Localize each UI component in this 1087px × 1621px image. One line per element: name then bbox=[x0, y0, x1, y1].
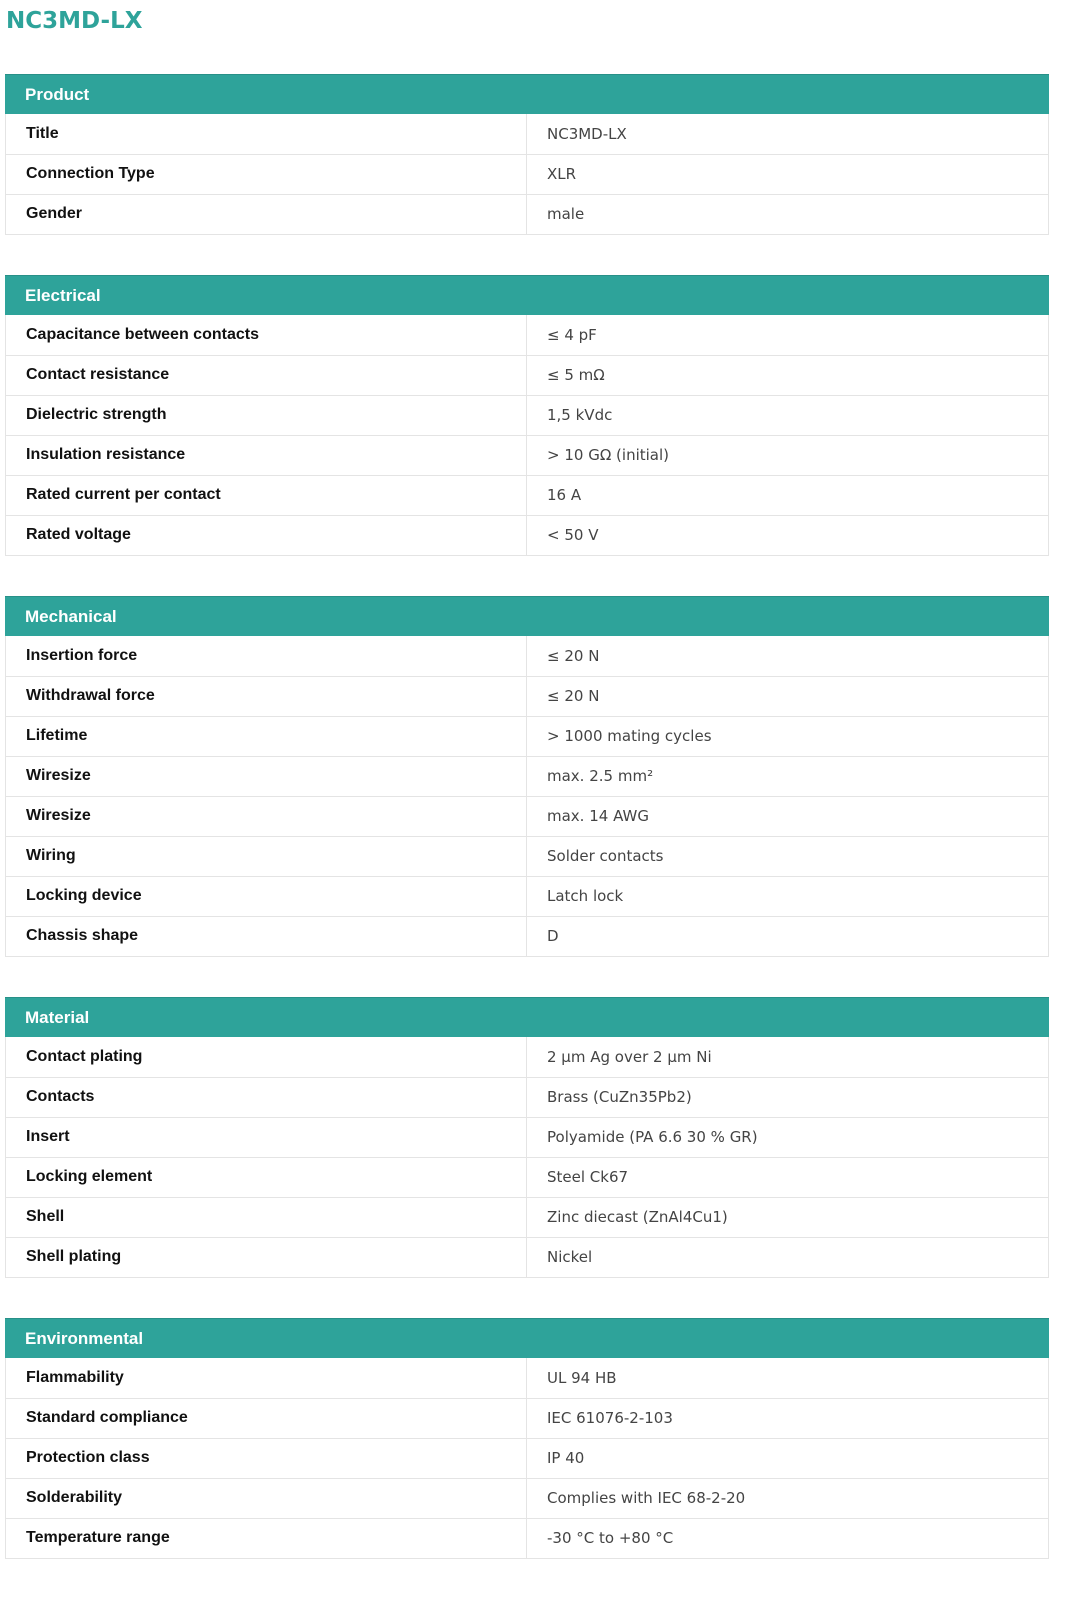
spec-value: NC3MD-LX bbox=[527, 114, 1049, 154]
spec-row bbox=[6, 1237, 1049, 1277]
section-mechanical bbox=[5, 596, 1049, 957]
spec-label: Insulation resistance bbox=[6, 435, 527, 475]
spec-row bbox=[6, 876, 1049, 916]
spec-label: Shell bbox=[6, 1197, 527, 1237]
spec-label: Dielectric strength bbox=[6, 395, 527, 435]
spec-row bbox=[6, 756, 1049, 796]
spec-value: Complies with IEC 68-2-20 bbox=[527, 1478, 1049, 1518]
spec-row bbox=[6, 716, 1049, 756]
spec-label: Contact plating bbox=[6, 1037, 527, 1077]
spec-row bbox=[6, 1077, 1049, 1117]
spec-value: UL 94 HB bbox=[527, 1358, 1049, 1398]
spec-value: < 50 V bbox=[527, 515, 1049, 555]
spec-value: IP 40 bbox=[527, 1438, 1049, 1478]
spec-row bbox=[6, 515, 1049, 555]
spec-value: Latch lock bbox=[527, 876, 1049, 916]
spec-label: Capacitance between contacts bbox=[6, 315, 527, 355]
spec-row bbox=[6, 1037, 1049, 1077]
section-header-environmental: Environmental bbox=[5, 1318, 1049, 1358]
section-product bbox=[5, 74, 1049, 235]
spec-label: Protection class bbox=[6, 1438, 527, 1478]
spec-value: 1,5 kVdc bbox=[527, 395, 1049, 435]
spec-row bbox=[6, 1478, 1049, 1518]
spec-label: Rated voltage bbox=[6, 515, 527, 555]
spec-label: Flammability bbox=[6, 1358, 527, 1398]
spec-row bbox=[6, 1358, 1049, 1398]
spec-row bbox=[6, 435, 1049, 475]
spec-label: Contacts bbox=[6, 1077, 527, 1117]
spec-label: Contact resistance bbox=[6, 355, 527, 395]
spec-row bbox=[6, 355, 1049, 395]
spec-row bbox=[6, 154, 1049, 194]
spec-label: Title bbox=[6, 114, 527, 154]
spec-label: Shell plating bbox=[6, 1237, 527, 1277]
spec-row bbox=[6, 836, 1049, 876]
spec-row bbox=[6, 1197, 1049, 1237]
spec-row bbox=[6, 1117, 1049, 1157]
spec-value: -30 °C to +80 °C bbox=[527, 1518, 1049, 1558]
section-environmental bbox=[5, 1318, 1049, 1559]
spec-value: Nickel bbox=[527, 1237, 1049, 1277]
spec-label: Lifetime bbox=[6, 716, 527, 756]
spec-value: male bbox=[527, 194, 1049, 234]
spec-label: Gender bbox=[6, 194, 527, 234]
spec-value: D bbox=[527, 916, 1049, 956]
spec-row bbox=[6, 916, 1049, 956]
spec-value: Solder contacts bbox=[527, 836, 1049, 876]
spec-label: Connection Type bbox=[6, 154, 527, 194]
page-title: NC3MD-LX bbox=[6, 8, 143, 34]
spec-row bbox=[6, 1398, 1049, 1438]
spec-value: ≤ 5 mΩ bbox=[527, 355, 1049, 395]
spec-value: Zinc diecast (ZnAl4Cu1) bbox=[527, 1197, 1049, 1237]
spec-label: Insert bbox=[6, 1117, 527, 1157]
spec-label: Chassis shape bbox=[6, 916, 527, 956]
spec-row bbox=[6, 676, 1049, 716]
spec-table-electrical bbox=[5, 315, 1049, 556]
spec-label: Wiring bbox=[6, 836, 527, 876]
spec-row bbox=[6, 636, 1049, 676]
spec-row bbox=[6, 194, 1049, 234]
section-header-material: Material bbox=[5, 997, 1049, 1037]
spec-value: 2 µm Ag over 2 µm Ni bbox=[527, 1037, 1049, 1077]
spec-value: ≤ 4 pF bbox=[527, 315, 1049, 355]
spec-row bbox=[6, 796, 1049, 836]
spec-label: Solderability bbox=[6, 1478, 527, 1518]
spec-row bbox=[6, 395, 1049, 435]
spec-row bbox=[6, 1157, 1049, 1197]
spec-table-environmental bbox=[5, 1358, 1049, 1559]
spec-label: Locking element bbox=[6, 1157, 527, 1197]
spec-table-material bbox=[5, 1037, 1049, 1278]
spec-label: Wiresize bbox=[6, 756, 527, 796]
spec-label: Locking device bbox=[6, 876, 527, 916]
spec-label: Withdrawal force bbox=[6, 676, 527, 716]
spec-value: max. 2.5 mm² bbox=[527, 756, 1049, 796]
spec-table-mechanical bbox=[5, 636, 1049, 957]
section-electrical bbox=[5, 275, 1049, 556]
spec-row bbox=[6, 1518, 1049, 1558]
spec-value: > 1000 mating cycles bbox=[527, 716, 1049, 756]
spec-value: Brass (CuZn35Pb2) bbox=[527, 1077, 1049, 1117]
section-material bbox=[5, 997, 1049, 1278]
spec-value: max. 14 AWG bbox=[527, 796, 1049, 836]
spec-label: Standard compliance bbox=[6, 1398, 527, 1438]
spec-table-product bbox=[5, 114, 1049, 235]
spec-label: Temperature range bbox=[6, 1518, 527, 1558]
spec-row bbox=[6, 114, 1049, 154]
spec-value: XLR bbox=[527, 154, 1049, 194]
section-header-product: Product bbox=[5, 74, 1049, 114]
spec-row bbox=[6, 475, 1049, 515]
spec-label: Rated current per contact bbox=[6, 475, 527, 515]
spec-value: ≤ 20 N bbox=[527, 676, 1049, 716]
section-header-mechanical: Mechanical bbox=[5, 596, 1049, 636]
spec-value: IEC 61076-2-103 bbox=[527, 1398, 1049, 1438]
section-header-electrical: Electrical bbox=[5, 275, 1049, 315]
spec-value: Polyamide (PA 6.6 30 % GR) bbox=[527, 1117, 1049, 1157]
spec-label: Insertion force bbox=[6, 636, 527, 676]
spec-row bbox=[6, 1438, 1049, 1478]
spec-value: ≤ 20 N bbox=[527, 636, 1049, 676]
spec-value: > 10 GΩ (initial) bbox=[527, 435, 1049, 475]
spec-row bbox=[6, 315, 1049, 355]
spec-label: Wiresize bbox=[6, 796, 527, 836]
spec-value: 16 A bbox=[527, 475, 1049, 515]
spec-value: Steel Ck67 bbox=[527, 1157, 1049, 1197]
